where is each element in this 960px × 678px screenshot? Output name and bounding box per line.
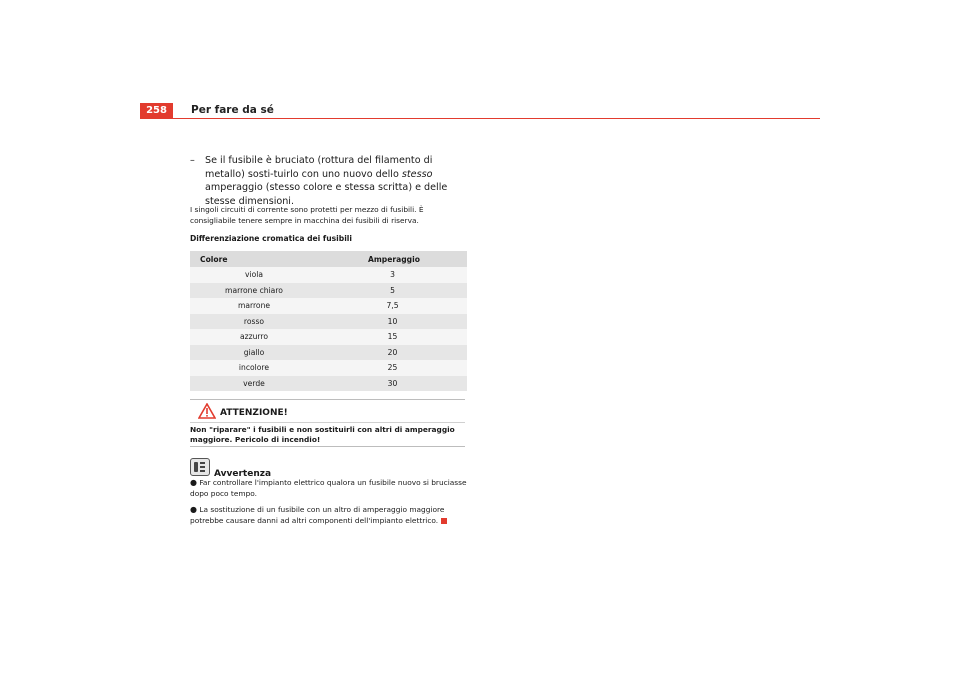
warning-text: Non "riparare" i fusibili e non sostituirli con altri di amperaggio maggiore. Pericolo di incendio! (190, 425, 455, 444)
table-header-row (190, 251, 467, 267)
fuse-amperage: 7,5 (318, 298, 467, 314)
warning-triangle-icon (198, 403, 216, 419)
table-row (190, 360, 467, 376)
page-header-title: Per fare da sé (191, 104, 274, 116)
fuse-color: incolore (190, 360, 318, 376)
table-row (190, 376, 467, 392)
warning-box (190, 399, 465, 447)
table-row (190, 298, 467, 314)
note-bullet (190, 478, 470, 499)
header-divider (140, 118, 820, 119)
note-bullet (190, 505, 470, 526)
step-text-emphasis: stesso (401, 168, 433, 180)
page-number: 258 (140, 103, 173, 118)
warning-header (198, 403, 288, 419)
bullet-dot: ● (190, 505, 197, 514)
table-title: Differenziazione cromatica dei fusibili (190, 234, 353, 243)
info-note-icon-glyph (191, 459, 209, 475)
fuse-color: marrone (190, 298, 318, 314)
step-text-part: amperaggio (stesso colore e stessa scritta) e delle stesse dimensioni. (205, 182, 448, 207)
table-row (190, 283, 467, 299)
fuse-amperage: 10 (318, 314, 467, 330)
column-header-color: Colore (190, 251, 318, 267)
intro-paragraph: I singoli circuiti di corrente sono protetti per mezzo di fusibili. È consigliabile tenere sempre in macchina dei fusibili di riserva. (190, 205, 424, 225)
table-row (190, 345, 467, 361)
warning-divider (190, 422, 465, 423)
fuse-amperage: 15 (318, 329, 467, 345)
fuse-color: azzurro (190, 329, 318, 345)
fuse-amperage: 20 (318, 345, 467, 361)
step-text-part: Se il fusibile è bruciato (rottura del filamento di metallo) sosti-tuirlo con uno nuovo dello (205, 155, 433, 180)
warning-title: ATTENZIONE! (220, 408, 288, 418)
bullet-dot: ● (190, 478, 197, 487)
fuse-amperage: 5 (318, 283, 467, 299)
fuse-color: giallo (190, 345, 318, 361)
note-title: Avvertenza (214, 469, 272, 479)
fuse-color-table (190, 251, 467, 391)
note-bullet-text: Far controllare l'impianto elettrico qualora un fusibile nuovo si bruciasse dopo poco tempo. (190, 478, 467, 498)
note-header (190, 458, 272, 479)
table-row (190, 329, 467, 345)
column-header-amperage: Amperaggio (318, 251, 467, 267)
fuse-amperage: 25 (318, 360, 467, 376)
fuse-color: rosso (190, 314, 318, 330)
fuse-color: marrone chiaro (190, 283, 318, 299)
section-end-marker (441, 518, 447, 524)
table-row (190, 314, 467, 330)
table-row (190, 267, 467, 283)
info-note-icon (190, 458, 210, 476)
note-bullet-text: La sostituzione di un fusibile con un altro di amperaggio maggiore potrebbe causare danni ad altri componenti dell'impianto elettrico. (190, 505, 445, 525)
fuse-color: viola (190, 267, 318, 283)
fuse-amperage: 30 (318, 376, 467, 392)
fuse-color: verde (190, 376, 318, 392)
instruction-step (190, 154, 475, 208)
step-dash: – (190, 155, 195, 166)
step-text (205, 154, 475, 208)
fuse-amperage: 3 (318, 267, 467, 283)
